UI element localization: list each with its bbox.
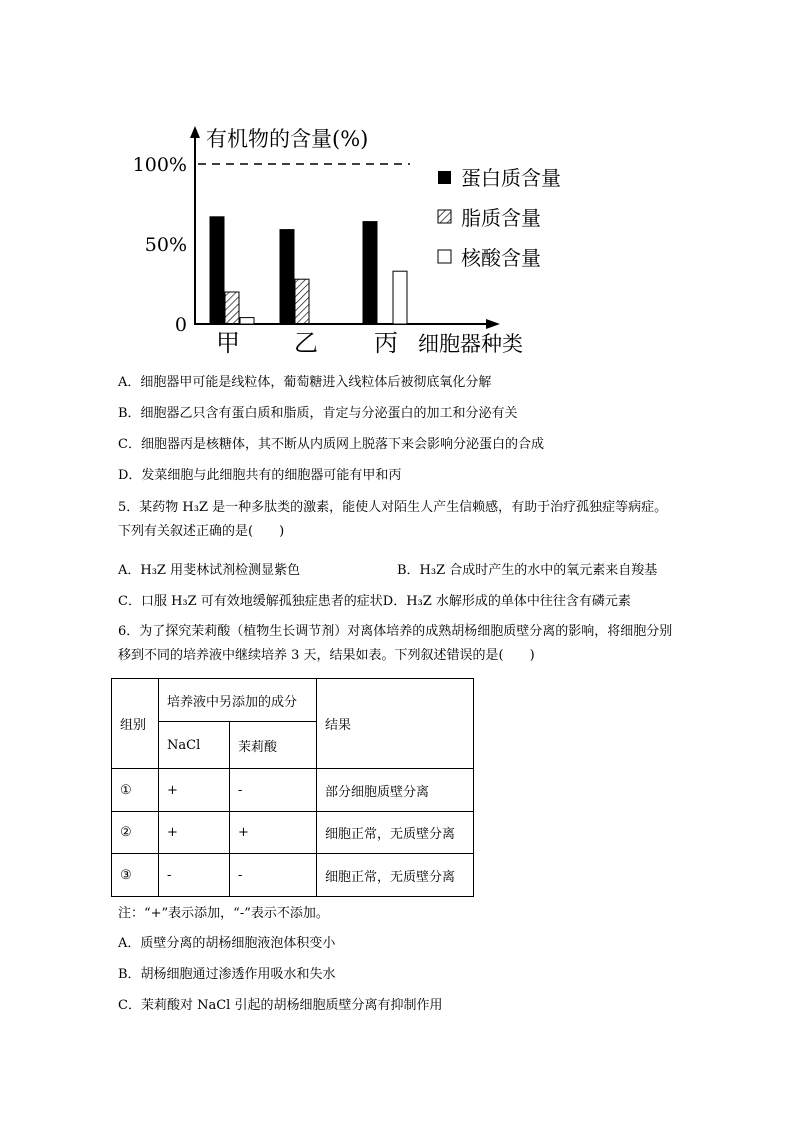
nacl-cell: + — [159, 812, 230, 854]
group-id: ③ — [112, 854, 159, 897]
result-cell: 部分细胞质壁分离 — [317, 769, 474, 812]
x-category-label: 甲 — [216, 329, 240, 357]
q5-option-a: A．H₃Z 用斐林试剂检测显紫色 — [118, 563, 301, 578]
x-axis-arrow — [486, 319, 500, 329]
table-row — [112, 812, 474, 854]
bars-group — [210, 217, 407, 324]
legend-label-lipid: 脂质含量 — [461, 206, 541, 230]
bar-丙-核酸含量 — [393, 271, 407, 324]
q5-stem: 5．某药物 H₃Z 是一种多肽类的激素，能使人对陌生人产生信赖感，有助于治疗孤独症等病症。下列有关叙述正确的是( ) — [118, 500, 668, 539]
q6-option-b: B．胡杨细胞通过渗透作用吸水和失水 — [118, 967, 336, 982]
q6-stem: 6．为了探究茉莉酸（植物生长调节剂）对离体培养的成熟胡杨细胞质壁分离的影响，将细胞分别移到不同的培养液中继续培养 3 天，结果如表。下列叙述错误的是( ) — [118, 624, 673, 663]
ja-cell: + — [230, 812, 317, 854]
header-nacl: NaCl — [159, 722, 230, 769]
table-row — [112, 769, 474, 812]
nacl-cell: + — [159, 769, 230, 812]
q6-note: 注：“+”表示添加，“-”表示不添加。 — [118, 906, 329, 921]
bar-乙-脂质含量 — [295, 279, 309, 324]
y-axis-arrow — [190, 126, 200, 138]
q4-option-b: B．细胞器乙只含有蛋白质和脂质，肯定与分泌蛋白的加工和分泌有关 — [118, 406, 518, 421]
result-cell: 细胞正常，无质壁分离 — [317, 854, 474, 897]
ja-cell: - — [230, 769, 317, 812]
q5-option-c-d: C．口服 H₃Z 可有效地缓解孤独症患者的症状D．H₃Z 水解形成的单体中往往含有磷元素 — [118, 594, 631, 609]
group-id: ① — [112, 769, 159, 812]
bar-甲-蛋白质含量 — [210, 217, 224, 324]
y-tick-label: 50% — [144, 234, 187, 256]
q4-option-c: C．细胞器丙是核糖体，其不断从内质网上脱落下来会影响分泌蛋白的合成 — [118, 437, 544, 452]
y-tick-label: 100% — [132, 154, 187, 176]
table-row — [112, 854, 474, 897]
header-result: 结果 — [317, 679, 474, 769]
q4-option-d: D．发菜细胞与此细胞共有的细胞器可能有甲和丙 — [118, 468, 402, 483]
header-ja: 茉莉酸 — [230, 722, 317, 769]
header-group: 组别 — [112, 679, 159, 769]
legend-swatch-nucleic — [438, 250, 451, 263]
bar-甲-脂质含量 — [225, 292, 239, 324]
y-tick-label: 0 — [174, 314, 187, 336]
q6-option-a: A．质壁分离的胡杨细胞液泡体积变小 — [118, 936, 336, 951]
y-axis-label: 有机物的含量(%) — [206, 127, 369, 151]
q5-option-b: B．H₃Z 合成时产生的水中的氧元素来自羧基 — [397, 563, 658, 578]
legend-label-nucleic: 核酸含量 — [461, 246, 541, 270]
header-added: 培养液中另添加的成分 — [159, 679, 317, 722]
x-category-label: 丙 — [374, 329, 398, 357]
q4-option-a: A．细胞器甲可能是线粒体，葡萄糖进入线粒体后被彻底氧化分解 — [118, 375, 492, 390]
group-id: ② — [112, 812, 159, 854]
result-table — [111, 678, 474, 897]
legend-swatch-lipid — [438, 210, 451, 223]
x-category-label: 乙 — [294, 329, 318, 357]
bar-丙-蛋白质含量 — [363, 222, 377, 324]
q6-option-c: C．茉莉酸对 NaCl 引起的胡杨细胞质壁分离有抑制作用 — [118, 998, 443, 1013]
nacl-cell: - — [159, 854, 230, 897]
legend-swatch-protein — [438, 171, 451, 184]
x-axis-label: 细胞器种类 — [418, 332, 523, 356]
ja-cell: - — [230, 854, 317, 897]
bar-乙-蛋白质含量 — [280, 230, 294, 324]
bar-甲-核酸含量 — [240, 318, 254, 324]
result-cell: 细胞正常，无质壁分离 — [317, 812, 474, 854]
bar-chart — [120, 118, 590, 363]
legend-label-protein: 蛋白质含量 — [461, 166, 561, 190]
